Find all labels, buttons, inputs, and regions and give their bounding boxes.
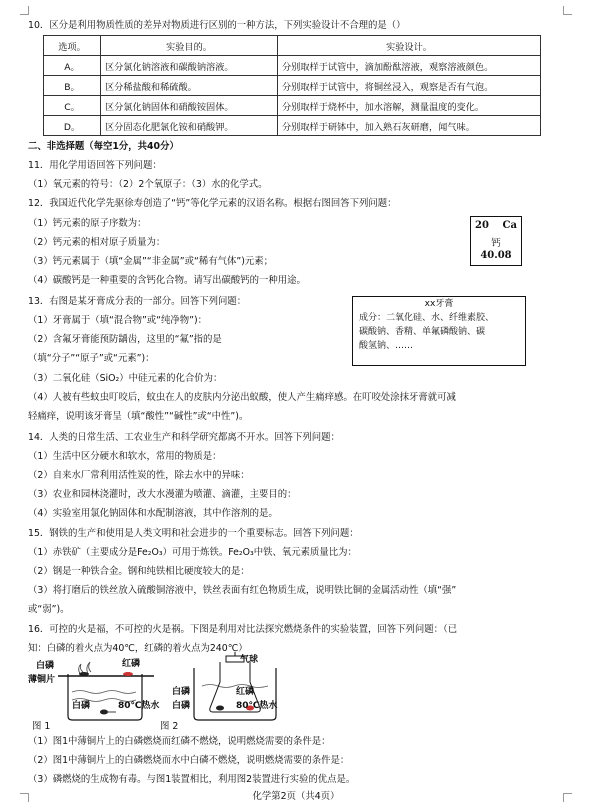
option-goal: 区分固态化肥氯化铵和硝酸钾。 [101,116,278,136]
toothpaste-title: xx牙膏 [424,299,454,309]
option-goal: 区分氯化钠固体和硝酸铵固体。 [101,96,278,116]
q12-sub4: （4）碳酸钙是一种重要的含钙化合物。请写出碳酸钙的一种用途。 [28,275,306,286]
q16-sub1: （1）图1中薄铜片上的白磷燃烧而红磷不燃烧，说明燃烧需要的条件是： [28,736,331,747]
q13-sub3: （3）二氧化硅（SiO₂）中硅元素的化合价为： [28,373,223,384]
q11-sub1: （1）氧元素的符号：（2）2个氧原子：（3）水的化学式。 [28,179,268,190]
q14-stem: 14．人类的日常生活、工农业生产和科学研究都离不开水。回答下列问题： [28,432,340,443]
table-row [44,56,541,76]
fig2-water-white-phosphorus-label: 白磷 [172,701,191,711]
toothpaste-line: 碳酸钠、香精、单氟磷酸钠、碳 [359,327,486,337]
q13-stem: 13．右图是某牙膏成分表的一部分。回答下列问题： [28,296,247,307]
table-row [44,76,541,96]
q16-sub3: （3）磷燃烧的生成物有毒。与图1装置相比，利用图2装置进行实验的优点是。 [28,774,356,785]
q14-sub2: （2）自来水厂常利用活性炭的性，除去水中的异味： [28,470,250,481]
header-option: 选项。 [44,36,101,56]
q16-sub2: （2）图1中薄铜片上的白磷燃烧而水中白磷不燃烧，说明燃烧需要的条件是： [28,755,350,766]
crop-mark [20,6,29,15]
q15-sub1: （1）赤铁矿（主要成分是Fe₂O₃）可用于炼铁。Fe₂O₃中铁、氧元素质量比为： [28,547,357,558]
fig1-hot-water-label: 80℃热水 [118,701,160,711]
q14-sub3: （3）农业和园林浇灌时，改大水漫灌为喷灌、滴灌，主要目的： [28,489,297,500]
q15-sub3a: （3）将打磨后的铁丝放入硫酸铜溶液中，铁丝表面有红色物质生成，说明铁比铜的金属活动性（填“强” [28,585,457,596]
option-design: 分别取样于研钵中，加入熟石灰研磨，闻气味。 [278,116,541,136]
q14-sub4: （4）实验室用氯化钠固体和水配制溶液，其中作溶剂的是。 [28,508,278,519]
fig1-caption: 图 1 [32,721,51,732]
fig1-copper-label: 薄铜片 [28,675,56,685]
q13-sub4a: （4）人被有些蚊虫叮咬后，蚊虫在人的皮肤内分泌出蚁酸，使人产生痛痒感。在叮咬处涂抹牙膏就可减 [28,392,456,403]
q13-sub2a: （2）含氟牙膏能预防龋齿，这里的“氟”指的是 [28,334,222,345]
fig2-caption: 图 2 [160,721,179,732]
atomic-number: 20 [475,220,489,231]
option-label: C。 [44,96,101,116]
option-goal: 区分氯化钠溶液和碳酸钠溶液。 [101,56,278,76]
toothpaste-line: 成分：二氧化硅、水、纤维素胶、 [359,313,495,323]
fig1-water-white-phosphorus-label: 白磷 [72,701,91,711]
fig1-red-phosphorus-label: 红磷 [122,659,141,669]
table-row [44,116,541,136]
fig1-white-phosphorus-label: 白磷 [36,661,55,671]
table-header-row [44,36,541,56]
q15-sub2: （2）钢是一种铁合金。钢和纯铁相比硬度较大的是： [28,566,250,577]
element-symbol: Ca [502,220,517,231]
q11-stem: 11．用化学用语回答下列问题： [28,160,162,171]
q13-sub2b: （填“分子”“原子”或“元素”)： [28,353,155,364]
option-label: D。 [44,116,101,136]
page-footer: 化学第2页（共4页） [252,791,340,802]
fig2-white-phosphorus-label: 白磷 [172,687,191,697]
q12-sub3: （3）钙元素属于（填“金属”“非金属”或“稀有气体”)元素； [28,256,274,267]
option-goal: 区分稀盐酸和稀硫酸。 [101,76,278,96]
option-label: B。 [44,76,101,96]
q15-stem: 15．钢铁的生产和使用是人类文明和社会进步的一个重要标志。回答下列问题： [28,528,359,539]
element-name: 钙 [491,238,501,249]
q10-stem: 10．区分是利用物质性质的差异对物质进行区别的一种方法，下列实验设计不合理的是（） [28,20,406,31]
section-title: 二、非选择题（每空1分，共40分） [28,141,179,152]
q15-sub3b: 或“弱”)。 [28,604,70,615]
crop-mark [563,6,572,15]
atomic-mass: 40.08 [480,250,512,261]
q10-options-table [43,35,541,136]
figure-2-drawing [180,652,290,724]
toothpaste-ingredients-box [352,296,526,366]
fig2-balloon-label: 气球 [240,655,259,665]
toothpaste-line: 酸氢钠、…… [359,341,414,351]
q12-sub1: （1）钙元素的原子序数为： [28,218,147,229]
q13-sub4b: 轻痛痒，说明该牙膏呈（填“酸性”“碱性”或“中性”)。 [28,411,249,422]
q12-stem: 12．我国近代化学先驱徐寿创造了“钙”等化学元素的汉语名称。根据右图回答下列问题： [28,198,397,209]
fig2-red-phosphorus-label: 红磷 [236,687,255,697]
header-design: 实验设计。 [278,36,541,56]
q16-stem-b: 知：白磷的着火点为40℃，红磷的着火点为240℃） [28,643,248,654]
option-label: A。 [44,56,101,76]
q12-sub2: （2）钙元素的相对原子质量为： [28,237,166,248]
fig2-hot-water-label: 80℃热水 [236,701,278,711]
header-goal: 实验目的。 [101,36,278,56]
calcium-element-box [470,216,522,266]
table-row [44,96,541,116]
option-design: 分别取样于试管中，滴加酚酞溶液，观察溶液颜色。 [278,56,541,76]
q16-stem-a: 16．可控的火是福，不可控的火是祸。下图是利用对比法探究燃烧条件的实验装置，回答下列问题：（已 [28,624,458,635]
option-design: 分别取样于烧杯中，加水溶解，测量温度的变化。 [278,96,541,116]
option-design: 分别取样于试管中，将铜丝浸入，观察是否有气泡。 [278,76,541,96]
q14-sub1: （1）生活中区分硬水和软水，常用的物质是： [28,451,222,462]
q13-sub1: （1）牙膏属于（填“混合物”或“纯净物”)： [28,315,208,326]
